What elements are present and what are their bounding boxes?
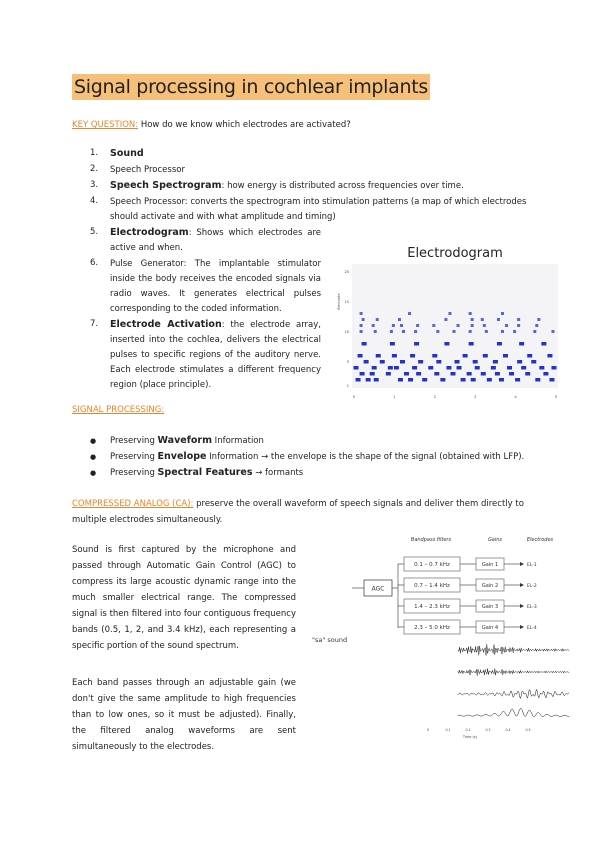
electrodogram-pulse: [487, 378, 492, 382]
x-tick-label: 0: [352, 395, 356, 399]
body-paragraph: Sound is first captured by the microphone and passed through Automatic Gain Control (AGC) to compress its large acoustic dynamic range into the much smaller electrical range. The compressed signal is then filtered into four contiguous frequency bands (0.5, 1, 2, and 3.4 kHz), each representing a specific portion of the sound spectrum.: [72, 545, 296, 651]
electrodogram-pulse: [461, 378, 466, 382]
electrodogram-pulse: [416, 372, 421, 376]
compressed-analog-diagram: [308, 532, 570, 742]
electrodogram-pulse: [374, 330, 377, 333]
electrodogram-pulse: [432, 354, 437, 358]
compressed-analog-intro: COMPRESSED ANALOG (CA): preserve the overall waveform of speech signals and deliver them directly to multiple electrodes simultaneously.: [72, 499, 524, 525]
key-question: [72, 120, 351, 130]
electrodogram-pulse: [455, 360, 460, 364]
electrodogram-pulse: [505, 324, 508, 327]
electrodogram-pulse: [392, 354, 397, 358]
list-item: ● Preserving Envelope Information → the envelope is the shape of the signal (obtained with LFP).: [90, 449, 524, 465]
electrodogram-pulse: [533, 330, 536, 333]
electrodogram-pulse: [362, 318, 365, 321]
electrodogram-pulse: [444, 318, 447, 321]
electrodogram-figure: [334, 240, 566, 405]
bandpass-filter-label: 0.1 – 0.7 kHz: [414, 562, 450, 568]
electrodogram-pulse: [446, 366, 451, 370]
electrodogram-pulse: [392, 324, 395, 327]
electrodogram-pulse: [471, 378, 476, 382]
gain-label: Gain 3: [481, 604, 499, 610]
time-tick-label: 0.5: [525, 728, 531, 732]
time-tick-label: 0.1: [445, 728, 451, 732]
electrodogram-pulse: [525, 372, 530, 376]
electrodogram-pulse: [360, 324, 363, 327]
x-tick-label: 1: [393, 395, 396, 399]
electrodogram-pulse: [356, 378, 361, 382]
electrodogram-pulse: [481, 372, 486, 376]
x-tick-label: 2: [433, 395, 436, 399]
electrodogram-pulse: [491, 366, 496, 370]
electrodogram-pulse: [366, 378, 371, 382]
electrodogram-pulse: [499, 378, 504, 382]
electrodogram-pulse: [428, 366, 433, 370]
electrodogram-pulse: [372, 366, 377, 370]
electrodogram-pulse: [364, 360, 369, 364]
bands-header: Bandpass filters: [410, 537, 452, 543]
electrodogram-pulse: [414, 330, 417, 333]
electrodogram-pulse: [390, 330, 393, 333]
y-tick-label: 1: [346, 384, 349, 389]
list-item: ● Preserving Spectral Features → formants: [90, 465, 524, 481]
electrodogram-pulse: [481, 318, 484, 321]
electrodogram-pulse: [354, 366, 359, 370]
electrodogram-pulse: [453, 330, 456, 333]
electrodogram-pulse: [400, 360, 405, 364]
y-tick-label: 10: [344, 330, 349, 335]
electrodogram-pulse: [414, 342, 419, 346]
electrodogram-pulse: [360, 312, 363, 315]
electrodogram-pulse: [501, 312, 504, 315]
electrodogram-pulse: [473, 360, 478, 364]
electrodogram-pulse: [457, 366, 462, 370]
electrodogram-pulse: [440, 378, 445, 382]
x-tick-label: 5: [554, 395, 558, 399]
electrodogram-pulse: [370, 372, 375, 376]
electrodogram-pulse: [398, 318, 401, 321]
bandpass-filter-label: 2.3 – 5.0 kHz: [414, 625, 450, 631]
electrodogram-pulse: [408, 312, 411, 315]
electrodogram-pulse: [358, 354, 363, 358]
electrodogram-pulse: [360, 330, 363, 333]
bandpass-filter-label: 1.4 – 2.3 kHz: [414, 604, 450, 610]
electrodogram-pulse: [497, 342, 502, 346]
electrodogram-pulse: [485, 330, 488, 333]
compressed-analog-heading: COMPRESSED ANALOG (CA):: [72, 499, 194, 509]
gains-header: Gains: [487, 537, 503, 543]
gain-label: Gain 2: [481, 583, 499, 589]
time-tick-label: 0.3: [485, 728, 491, 732]
electrodogram-pulse: [551, 330, 554, 333]
time-axis-label: Time (s): [462, 735, 478, 739]
electrodes-header: Electrodes: [526, 537, 554, 543]
electrodogram-pulse: [390, 342, 395, 346]
sound-label: "sa" sound: [312, 636, 348, 644]
x-tick-label: 4: [514, 395, 517, 399]
agc-label: AGC: [371, 585, 385, 593]
signal-processing-heading: SIGNAL PROCESSING:: [72, 405, 165, 415]
electrodogram-pulse: [434, 372, 439, 376]
electrodogram-pulse: [493, 360, 498, 364]
electrodogram-pulse: [416, 324, 419, 327]
gain-label: Gain 1: [481, 562, 499, 568]
electrodogram-pulse: [495, 372, 500, 376]
electrodogram-pulse: [475, 366, 480, 370]
electrodogram-pulse: [527, 354, 532, 358]
electrodogram-pulse: [386, 372, 391, 376]
electrodogram-pulse: [551, 366, 556, 370]
electrodogram-pulse: [507, 366, 512, 370]
electrodogram-pulse: [497, 318, 500, 321]
electrodogram-pulse: [469, 312, 472, 315]
key-question-text: How do we know which electrodes are activated?: [138, 120, 351, 130]
electrodogram-pulse: [457, 324, 460, 327]
electrodogram-pulse: [432, 324, 435, 327]
electrodogram-pulse: [448, 312, 451, 315]
electrodogram-pulse: [471, 324, 474, 327]
electrodogram-pulse: [400, 324, 403, 327]
electrodogram-pulse: [515, 378, 520, 382]
electrodogram-pulse: [362, 342, 367, 346]
electrode-label: EL-4: [527, 626, 537, 631]
electrode-label: EL-2: [527, 584, 537, 589]
electrodogram-pulse: [517, 318, 520, 321]
step-item: 2. Speech Processor: [90, 164, 185, 175]
electrodogram-pulse: [450, 372, 455, 376]
electrodogram-pulse: [422, 378, 427, 382]
step-item: 4. Speech Processor: converts the spectrogram into stimulation patterns (a map of which electrodes should activate and with what amplitude and timing): [90, 196, 527, 222]
time-tick-label: 0.2: [465, 728, 471, 732]
electrodogram-pulse: [549, 378, 554, 382]
electrodogram-pulse: [539, 366, 544, 370]
y-tick-label: 15: [344, 300, 349, 305]
page-title: Signal processing in cochlear implants: [74, 76, 428, 98]
electrodogram-pulse: [372, 324, 375, 327]
electrodogram-pulse: [376, 318, 379, 321]
electrodogram-pulse: [483, 324, 486, 327]
electrodogram-pulse: [535, 378, 540, 382]
electrodogram-pulse: [469, 330, 472, 333]
electrode-label: EL-3: [527, 605, 537, 610]
electrodogram-pulse: [388, 366, 393, 370]
electrodogram-pulse: [517, 324, 520, 327]
electrodogram-pulse: [436, 360, 441, 364]
electrodogram-pulse: [547, 354, 552, 358]
electrodogram-pulse: [418, 360, 423, 364]
step-item: 5. Electrodogram: Shows which electrodes are active and when.: [90, 227, 321, 253]
electrodogram-pulse: [517, 360, 522, 364]
electrodogram-pulse: [519, 342, 524, 346]
electrodogram-pulse: [509, 372, 514, 376]
electrodogram-pulse: [471, 318, 474, 321]
step-item: 6. Pulse Generator: The implantable stimulator inside the body receives the encoded signals via radio waves. It generates electrical pulses corresponding to the coded information.: [90, 258, 321, 314]
y-tick-label: 20: [344, 270, 349, 275]
electrodogram-pulse: [537, 318, 540, 321]
time-tick-label: 0.4: [505, 728, 511, 732]
signal-processing-list: [90, 433, 524, 481]
electrodogram-pulse: [398, 378, 403, 382]
electrodogram-pulse: [501, 330, 504, 333]
electrodogram-pulse: [463, 354, 468, 358]
electrodogram-ylabel: Electrode: [337, 293, 341, 310]
y-tick-label: 5: [346, 360, 349, 365]
electrodogram-pulse: [380, 360, 385, 364]
gain-label: Gain 4: [481, 625, 499, 631]
step-item: 7. Electrode Activation: the electrode array, inserted into the cochlea, delivers the electrical pulses to specific regions of the auditory nerve. Each electrode stimulates a different frequency region (place principle).: [90, 319, 321, 390]
bandpass-filter-label: 0.7 – 1.4 kHz: [414, 583, 450, 589]
electrodogram-pulse: [412, 366, 417, 370]
electrodogram-pulse: [467, 372, 472, 376]
electrodogram-pulse: [394, 366, 399, 370]
electrodogram-pulse: [503, 354, 508, 358]
electrodogram-pulse: [513, 330, 516, 333]
electrodogram-pulse: [531, 360, 536, 364]
electrodogram-pulse: [376, 354, 381, 358]
step-item: 3. Speech Spectrogram: how energy is distributed across frequencies over time.: [90, 180, 464, 191]
x-tick-label: 3: [474, 395, 477, 399]
body-paragraph: Each band passes through an adjustable gain (we don't give the same amplitude to high frequencies than to low ones, so it must be adjusted). Finally, the filtered analog waveforms are sent simultaneously to the electrodes.: [72, 678, 296, 752]
electrodogram-pulse: [404, 372, 409, 376]
electrodogram-pulse: [408, 378, 413, 382]
electrodogram-pulse: [374, 378, 379, 382]
electrodogram-pulse: [360, 372, 365, 376]
electrodogram-pulse: [436, 330, 439, 333]
electrodogram-pulse: [543, 372, 548, 376]
electrodogram-pulse: [483, 354, 488, 358]
electrodogram-pulse: [410, 354, 415, 358]
electrodogram-pulse: [535, 324, 538, 327]
electrodogram-pulse: [469, 342, 474, 346]
step-item: 1. Sound: [90, 148, 144, 159]
electrodogram-pulse: [444, 342, 449, 346]
list-item: ● Preserving Waveform Information: [90, 433, 524, 449]
electrode-label: EL-1: [527, 563, 537, 568]
electrodogram-pulse: [541, 342, 546, 346]
electrodogram-pulse: [402, 330, 405, 333]
time-tick-label: 0: [426, 728, 430, 732]
electrodogram-title: Electrodogram: [407, 246, 503, 261]
key-question-label: KEY QUESTION:: [72, 120, 139, 130]
electrodogram-pulse: [521, 366, 526, 370]
